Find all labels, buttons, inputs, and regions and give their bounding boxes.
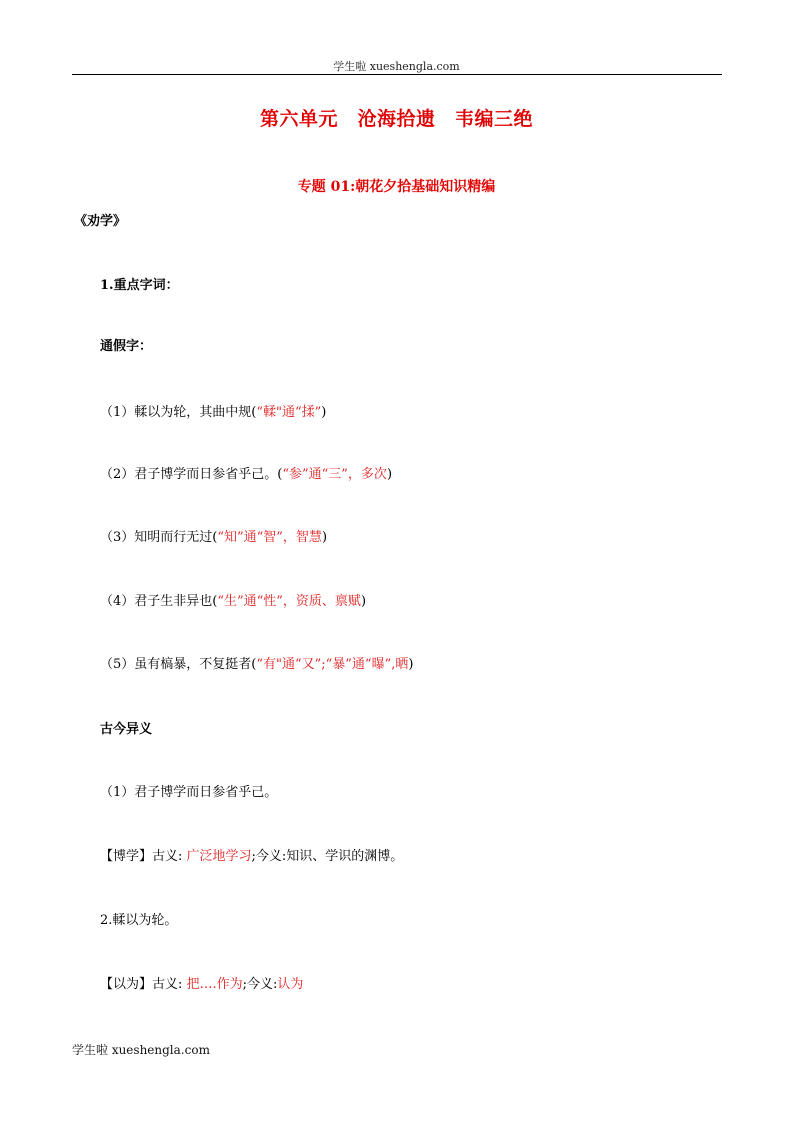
tongjia-item	[100, 463, 392, 482]
gujin-item	[100, 973, 303, 992]
heading-key-words: 1.重点字词：	[100, 278, 179, 293]
tongjia-close: )	[386, 467, 393, 482]
tongjia-item	[100, 653, 413, 672]
tongjia-note: “生”通“性”，资质、禀赋	[217, 594, 361, 609]
tongjia-sentence: （2）君子博学而日参省乎己。(	[100, 467, 283, 482]
page-footer: 学生啦 xueshengla.com	[72, 1043, 210, 1057]
gujin-separator: ;今义:	[242, 977, 278, 992]
heading-gujin: 古今异义	[100, 722, 153, 737]
tongjia-close: )	[360, 594, 367, 609]
gujin-sentence: （1）君子博学而日参省乎己。	[100, 785, 278, 800]
tongjia-close: )	[408, 657, 414, 672]
unit-title: 第六单元 沧海拾遗 韦编三绝	[259, 108, 533, 130]
tongjia-note: “知”通“智”，智慧	[217, 530, 322, 545]
gujin-old-meaning: 广泛地学习	[186, 849, 252, 864]
tongjia-note: “有"通“又”;“暴”通“曝”,晒	[256, 657, 409, 672]
gujin-word: 【以为】古义:	[100, 977, 187, 992]
tongjia-sentence: （3）知明而行无过(	[100, 530, 218, 545]
tongjia-sentence: （5）虽有槁暴，不复挺者(	[100, 657, 257, 672]
gujin-old-meaning: 把….作为	[186, 977, 243, 992]
topic-title: 专题 01:朝花夕拾基础知识精编	[297, 179, 496, 195]
tongjia-note: “参”通“三”，多次	[282, 467, 387, 482]
gujin-word: 【博学】古义:	[100, 849, 187, 864]
tongjia-item	[100, 526, 327, 545]
heading-tongjia: 通假字：	[100, 339, 153, 354]
page-header: 学生啦 xueshengla.com	[333, 60, 460, 73]
gujin-new-meaning: 认为	[277, 977, 304, 992]
tongjia-item	[100, 401, 326, 420]
section-title: 《劝学》	[74, 214, 127, 229]
tongjia-sentence: （4）君子生非异也(	[100, 594, 218, 609]
tongjia-close: )	[321, 405, 327, 420]
gujin-sentence: 2.輮以为轮。	[100, 913, 178, 928]
tongjia-close: )	[321, 530, 328, 545]
tongjia-sentence: （1）輮以为轮，其曲中规(	[100, 405, 257, 420]
tongjia-item	[100, 590, 366, 609]
header-divider	[72, 74, 722, 75]
tongjia-note: “輮"通“揉”	[256, 405, 322, 420]
gujin-item	[100, 845, 403, 864]
gujin-new-meaning: ;今义:知识、学识的渊博。	[251, 849, 404, 864]
